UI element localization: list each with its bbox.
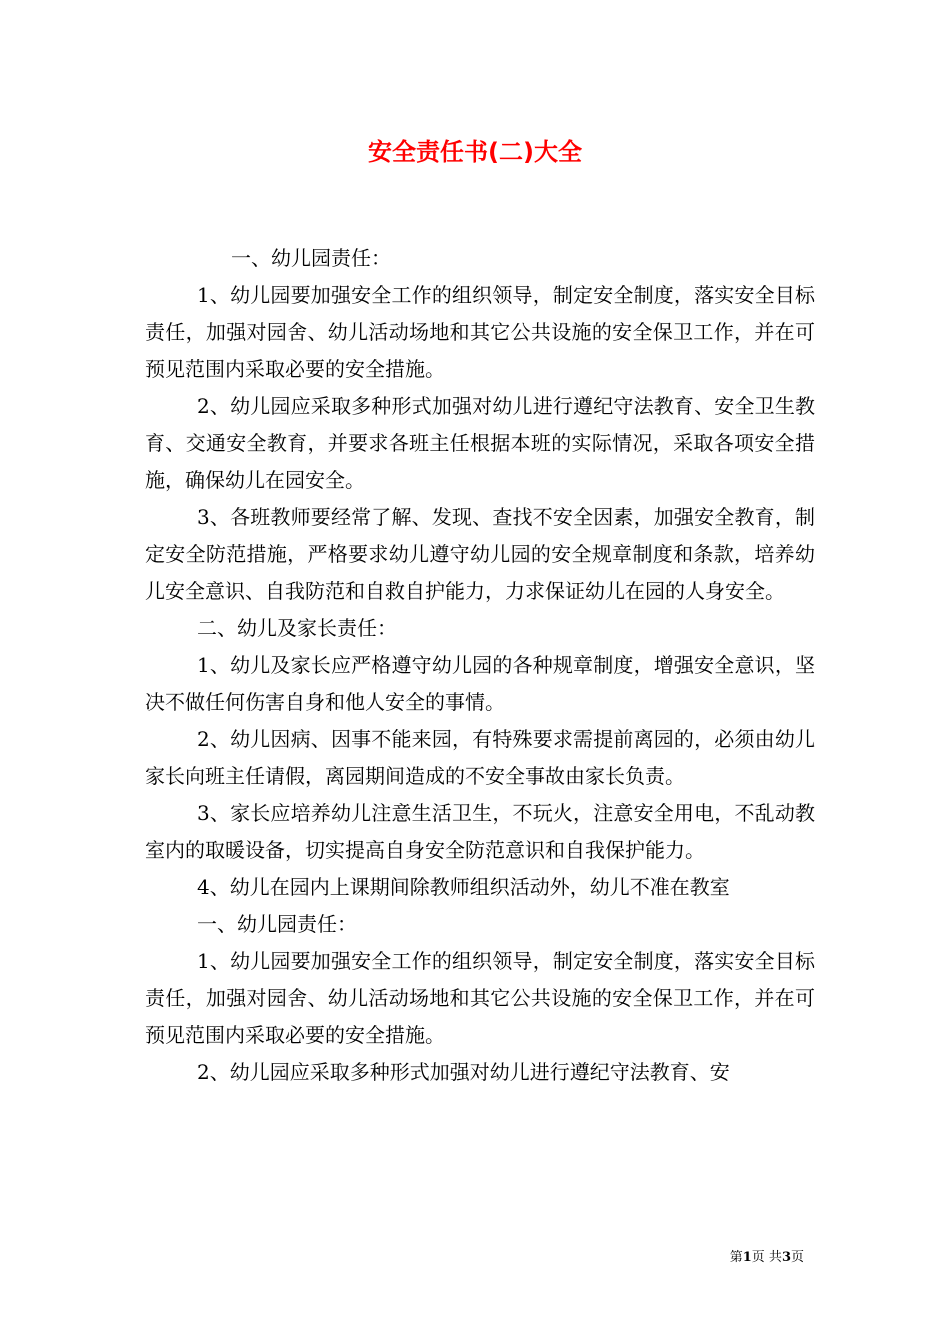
section-heading-kindergarten-repeat: 一、幼儿园责任： [197,912,357,936]
paragraph-kindergarten-1: 1、幼儿园要加强安全工作的组织领导，制定安全制度，落实安全目标责任，加强对园舍、幼儿活动场地和其它公共设施的安全保卫工作，并在可预见范围内采取必要的安全措施。 [145,283,815,381]
footer-middle: 页 共 [751,1250,782,1265]
document-title: 安全责任书(二)大全 [368,138,582,166]
paragraph-kindergarten-2-repeat: 2、幼儿园应采取多种形式加强对幼儿进行遵纪守法教育、安 [197,1060,730,1084]
footer-page-number: 1 [742,1250,752,1265]
document-body [145,240,815,1091]
paragraph-parents-3: 3、家长应培养幼儿注意生活卫生，不玩火，注意安全用电，不乱动教室内的取暖设备，切实提高自身安全防范意识和自我保护能力。 [145,801,815,862]
section-heading-parents: 二、幼儿及家长责任： [197,616,397,640]
footer-prefix: 第 [729,1250,743,1265]
footer-total-pages: 3 [781,1250,791,1265]
paragraph-kindergarten-1-repeat: 1、幼儿园要加强安全工作的组织领导，制定安全制度，落实安全目标责任，加强对园舍、幼儿活动场地和其它公共设施的安全保卫工作，并在可预见范围内采取必要的安全措施。 [145,949,815,1047]
paragraph-kindergarten-2: 2、幼儿园应采取多种形式加强对幼儿进行遵纪守法教育、安全卫生教育、交通安全教育，并要求各班主任根据本班的实际情况，采取各项安全措施，确保幼儿在园安全。 [145,394,815,492]
paragraph-parents-4: 4、幼儿在园内上课期间除教师组织活动外，幼儿不准在教室 [197,875,730,899]
footer-suffix: 页 [790,1250,804,1265]
page-footer [730,1246,804,1265]
paragraph-kindergarten-3: 3、各班教师要经常了解、发现、查找不安全因素，加强安全教育，制定安全防范措施，严格要求幼儿遵守幼儿园的安全规章制度和条款，培养幼儿安全意识、自我防范和自救自护能力，力求保证幼儿在园的人身安全。 [145,505,815,603]
section-heading-kindergarten: 一、幼儿园责任： [231,246,391,270]
paragraph-parents-1: 1、幼儿及家长应严格遵守幼儿园的各种规章制度，增强安全意识，坚决不做任何伤害自身和他人安全的事情。 [145,653,815,714]
paragraph-parents-2: 2、幼儿因病、因事不能来园，有特殊要求需提前离园的，必须由幼儿家长向班主任请假，离园期间造成的不安全事故由家长负责。 [145,727,815,788]
